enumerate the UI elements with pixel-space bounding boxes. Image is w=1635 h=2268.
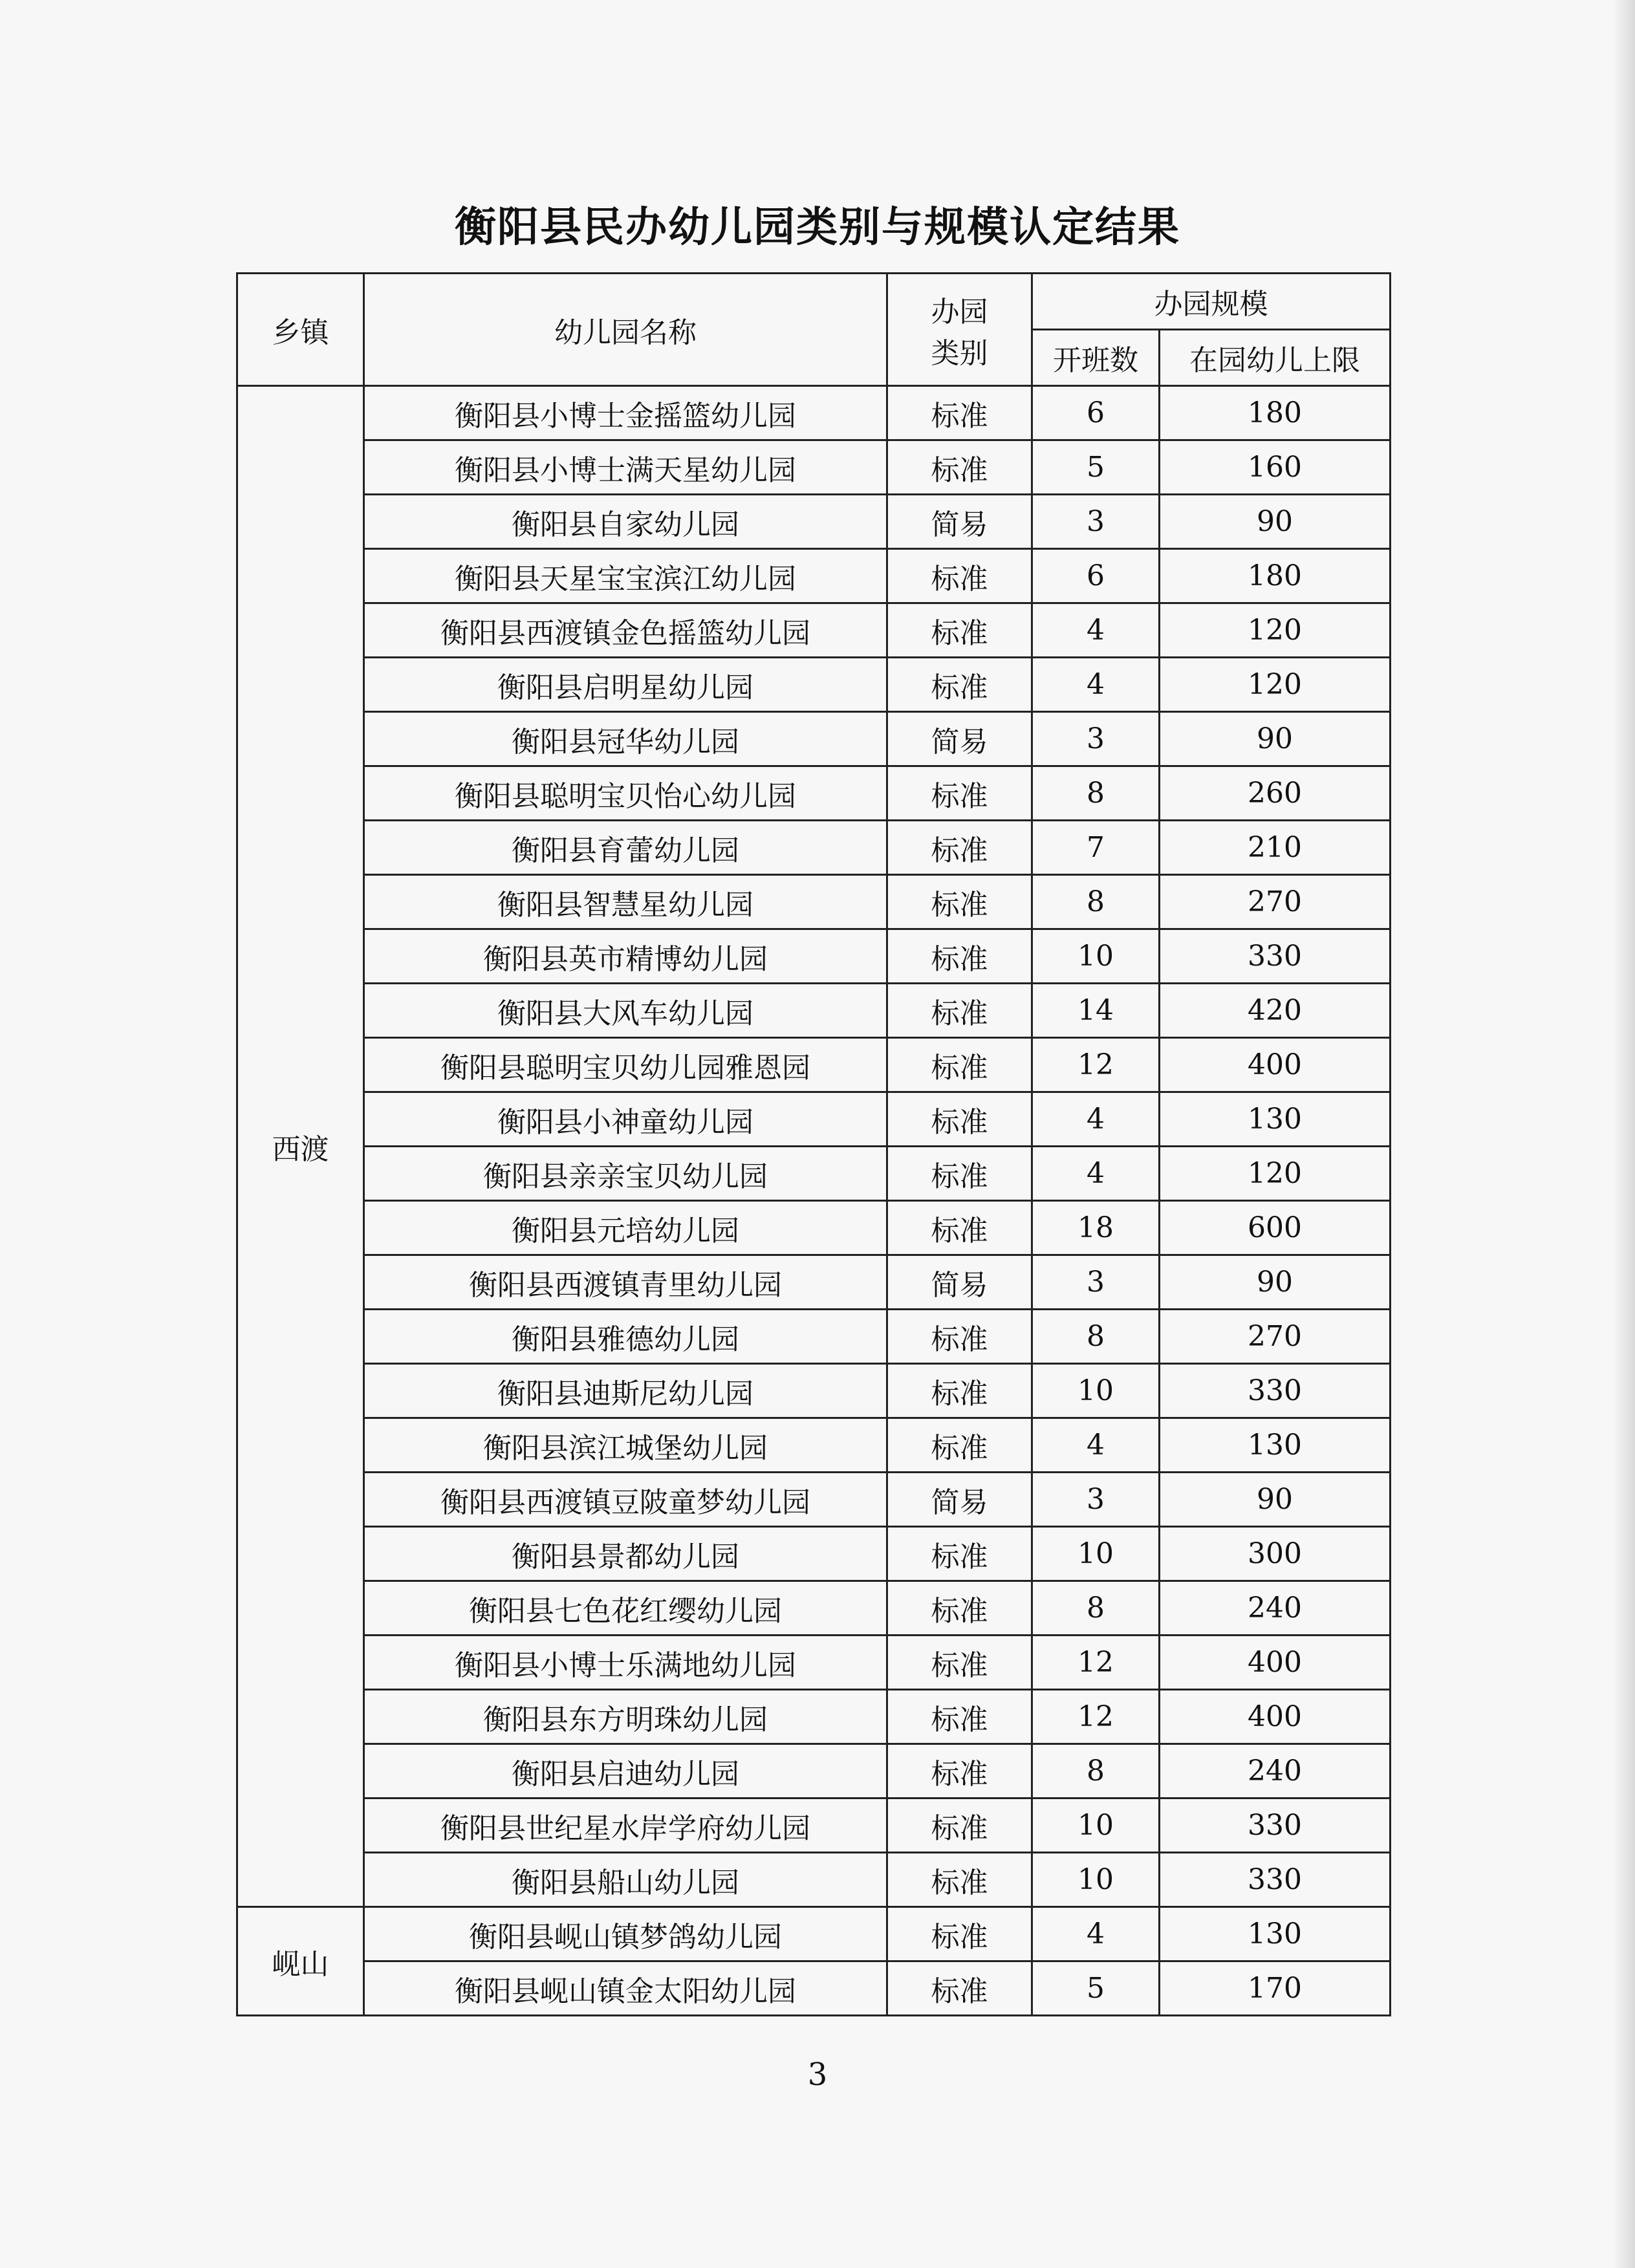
type-cell: 标准	[887, 549, 1032, 603]
table-row	[237, 603, 1391, 658]
classes-cell: 3	[1032, 495, 1160, 549]
capacity-cell: 90	[1160, 495, 1391, 549]
kindergarten-name-cell: 衡阳县启明星幼儿园	[364, 658, 887, 712]
kindergarten-name-cell: 衡阳县小神童幼儿园	[364, 1092, 887, 1147]
kindergarten-name-cell: 衡阳县西渡镇金色摇篮幼儿园	[364, 603, 887, 658]
kindergarten-name-cell: 衡阳县自家幼儿园	[364, 495, 887, 549]
capacity-cell: 330	[1160, 1364, 1391, 1418]
type-cell: 简易	[887, 1473, 1032, 1527]
kindergarten-name-cell: 衡阳县西渡镇青里幼儿园	[364, 1255, 887, 1310]
type-cell: 标准	[887, 1310, 1032, 1364]
kindergarten-name-cell: 衡阳县启迪幼儿园	[364, 1744, 887, 1798]
classes-cell: 3	[1032, 1473, 1160, 1527]
table-row	[237, 1147, 1391, 1201]
type-cell: 标准	[887, 1744, 1032, 1798]
capacity-cell: 270	[1160, 875, 1391, 929]
classes-cell: 6	[1032, 386, 1160, 440]
table-row	[237, 1690, 1391, 1744]
type-cell: 标准	[887, 1092, 1032, 1147]
header-capacity: 在园幼儿上限	[1160, 330, 1391, 386]
capacity-cell: 130	[1160, 1418, 1391, 1473]
table-row	[237, 929, 1391, 984]
kindergarten-name-cell: 衡阳县亲亲宝贝幼儿园	[364, 1147, 887, 1201]
kindergarten-name-cell: 衡阳县天星宝宝滨江幼儿园	[364, 549, 887, 603]
header-scale: 办园规模	[1032, 274, 1391, 330]
table-row	[237, 1310, 1391, 1364]
kindergarten-name-cell: 衡阳县聪明宝贝幼儿园雅恩园	[364, 1038, 887, 1092]
kindergarten-name-cell: 衡阳县元培幼儿园	[364, 1201, 887, 1255]
capacity-cell: 240	[1160, 1581, 1391, 1636]
classes-cell: 4	[1032, 1418, 1160, 1473]
table-row	[237, 549, 1391, 603]
capacity-cell: 400	[1160, 1690, 1391, 1744]
capacity-cell: 330	[1160, 929, 1391, 984]
table-row	[237, 766, 1391, 821]
table-row	[237, 1853, 1391, 1907]
capacity-cell: 330	[1160, 1853, 1391, 1907]
type-cell: 标准	[887, 929, 1032, 984]
table-row	[237, 658, 1391, 712]
kindergarten-name-cell: 衡阳县船山幼儿园	[364, 1853, 887, 1907]
capacity-cell: 120	[1160, 658, 1391, 712]
table-row	[237, 1581, 1391, 1636]
type-cell: 简易	[887, 1255, 1032, 1310]
type-cell: 标准	[887, 1636, 1032, 1690]
capacity-cell: 130	[1160, 1092, 1391, 1147]
capacity-cell: 270	[1160, 1310, 1391, 1364]
capacity-cell: 260	[1160, 766, 1391, 821]
classes-cell: 8	[1032, 1744, 1160, 1798]
table-row	[237, 495, 1391, 549]
table-row	[237, 440, 1391, 495]
table-row	[237, 1744, 1391, 1798]
capacity-cell: 300	[1160, 1527, 1391, 1581]
classes-cell: 12	[1032, 1690, 1160, 1744]
table-row	[237, 984, 1391, 1038]
classes-cell: 12	[1032, 1636, 1160, 1690]
classes-cell: 18	[1032, 1201, 1160, 1255]
classes-cell: 7	[1032, 821, 1160, 875]
kindergarten-name-cell: 衡阳县岘山镇梦鸽幼儿园	[364, 1907, 887, 1961]
table-row	[237, 386, 1391, 440]
type-cell: 标准	[887, 1907, 1032, 1961]
classes-cell: 4	[1032, 603, 1160, 658]
classes-cell: 4	[1032, 1147, 1160, 1201]
classes-cell: 14	[1032, 984, 1160, 1038]
classes-cell: 10	[1032, 1853, 1160, 1907]
table-header	[237, 274, 1391, 386]
type-cell: 标准	[887, 1527, 1032, 1581]
table-row	[237, 1907, 1391, 1961]
header-type-line2: 类别	[931, 336, 988, 370]
type-cell: 标准	[887, 1038, 1032, 1092]
table-row	[237, 1636, 1391, 1690]
table-row	[237, 1961, 1391, 2016]
type-cell: 标准	[887, 984, 1032, 1038]
capacity-cell: 90	[1160, 712, 1391, 766]
capacity-cell: 160	[1160, 440, 1391, 495]
page-number: 3	[807, 2057, 828, 2093]
kindergarten-name-cell: 衡阳县雅德幼儿园	[364, 1310, 887, 1364]
capacity-cell: 90	[1160, 1255, 1391, 1310]
capacity-cell: 210	[1160, 821, 1391, 875]
type-cell: 标准	[887, 1961, 1032, 2016]
capacity-cell: 330	[1160, 1798, 1391, 1853]
table-row	[237, 1038, 1391, 1092]
header-township: 乡镇	[237, 274, 364, 386]
type-cell: 简易	[887, 495, 1032, 549]
table-row	[237, 1418, 1391, 1473]
table-row	[237, 1798, 1391, 1853]
classes-cell: 8	[1032, 1581, 1160, 1636]
kindergarten-name-cell: 衡阳县冠华幼儿园	[364, 712, 887, 766]
capacity-cell: 420	[1160, 984, 1391, 1038]
classes-cell: 8	[1032, 766, 1160, 821]
capacity-cell: 120	[1160, 603, 1391, 658]
classes-cell: 4	[1032, 1092, 1160, 1147]
kindergarten-name-cell: 衡阳县小博士满天星幼儿园	[364, 440, 887, 495]
kindergarten-name-cell: 衡阳县小博士金摇篮幼儿园	[364, 386, 887, 440]
capacity-cell: 180	[1160, 386, 1391, 440]
type-cell: 标准	[887, 440, 1032, 495]
table-body	[237, 386, 1391, 2016]
kindergarten-name-cell: 衡阳县世纪星水岸学府幼儿园	[364, 1798, 887, 1853]
header-type	[887, 274, 1032, 386]
classes-cell: 3	[1032, 1255, 1160, 1310]
type-cell: 标准	[887, 875, 1032, 929]
type-cell: 标准	[887, 1690, 1032, 1744]
type-cell: 标准	[887, 1201, 1032, 1255]
classes-cell: 4	[1032, 658, 1160, 712]
page-title: 衡阳县民办幼儿园类别与规模认定结果	[455, 204, 1180, 252]
classes-cell: 10	[1032, 1527, 1160, 1581]
capacity-cell: 120	[1160, 1147, 1391, 1201]
capacity-cell: 90	[1160, 1473, 1391, 1527]
township-cell: 岘山	[237, 1907, 364, 2016]
capacity-cell: 400	[1160, 1636, 1391, 1690]
type-cell: 标准	[887, 1581, 1032, 1636]
type-cell: 标准	[887, 766, 1032, 821]
classes-cell: 3	[1032, 712, 1160, 766]
kindergarten-name-cell: 衡阳县西渡镇豆陂童梦幼儿园	[364, 1473, 887, 1527]
scan-edge-shadow	[1613, 0, 1635, 2268]
classes-cell: 10	[1032, 1364, 1160, 1418]
capacity-cell: 600	[1160, 1201, 1391, 1255]
type-cell: 标准	[887, 821, 1032, 875]
header-name: 幼儿园名称	[364, 274, 887, 386]
kindergarten-name-cell: 衡阳县岘山镇金太阳幼儿园	[364, 1961, 887, 2016]
classes-cell: 4	[1032, 1907, 1160, 1961]
type-cell: 标准	[887, 1364, 1032, 1418]
classes-cell: 5	[1032, 1961, 1160, 2016]
table-row	[237, 1527, 1391, 1581]
kindergarten-name-cell: 衡阳县滨江城堡幼儿园	[364, 1418, 887, 1473]
township-cell: 西渡	[237, 386, 364, 1907]
classes-cell: 8	[1032, 875, 1160, 929]
type-cell: 标准	[887, 1147, 1032, 1201]
capacity-cell: 400	[1160, 1038, 1391, 1092]
table-row	[237, 875, 1391, 929]
kindergarten-name-cell: 衡阳县东方明珠幼儿园	[364, 1690, 887, 1744]
header-type-line1: 办园	[931, 295, 988, 329]
type-cell: 标准	[887, 1418, 1032, 1473]
kindergarten-name-cell: 衡阳县英市精博幼儿园	[364, 929, 887, 984]
type-cell: 标准	[887, 603, 1032, 658]
kindergarten-name-cell: 衡阳县聪明宝贝怡心幼儿园	[364, 766, 887, 821]
classes-cell: 6	[1032, 549, 1160, 603]
classes-cell: 5	[1032, 440, 1160, 495]
table-row	[237, 1255, 1391, 1310]
type-cell: 标准	[887, 1853, 1032, 1907]
kindergarten-table	[236, 272, 1391, 2016]
table-row	[237, 1364, 1391, 1418]
capacity-cell: 180	[1160, 549, 1391, 603]
capacity-cell: 170	[1160, 1961, 1391, 2016]
kindergarten-name-cell: 衡阳县七色花红缨幼儿园	[364, 1581, 887, 1636]
type-cell: 标准	[887, 1798, 1032, 1853]
type-cell: 标准	[887, 658, 1032, 712]
classes-cell: 10	[1032, 929, 1160, 984]
table-row	[237, 1092, 1391, 1147]
kindergarten-name-cell: 衡阳县智慧星幼儿园	[364, 875, 887, 929]
table-row	[237, 821, 1391, 875]
header-classes: 开班数	[1032, 330, 1160, 386]
kindergarten-name-cell: 衡阳县迪斯尼幼儿园	[364, 1364, 887, 1418]
type-cell: 简易	[887, 712, 1032, 766]
table-row	[237, 712, 1391, 766]
classes-cell: 10	[1032, 1798, 1160, 1853]
type-cell: 标准	[887, 386, 1032, 440]
kindergarten-name-cell: 衡阳县景都幼儿园	[364, 1527, 887, 1581]
kindergarten-name-cell: 衡阳县大风车幼儿园	[364, 984, 887, 1038]
kindergarten-name-cell: 衡阳县育蕾幼儿园	[364, 821, 887, 875]
classes-cell: 8	[1032, 1310, 1160, 1364]
table-row	[237, 1473, 1391, 1527]
table-row	[237, 1201, 1391, 1255]
kindergarten-name-cell: 衡阳县小博士乐满地幼儿园	[364, 1636, 887, 1690]
capacity-cell: 130	[1160, 1907, 1391, 1961]
classes-cell: 12	[1032, 1038, 1160, 1092]
capacity-cell: 240	[1160, 1744, 1391, 1798]
